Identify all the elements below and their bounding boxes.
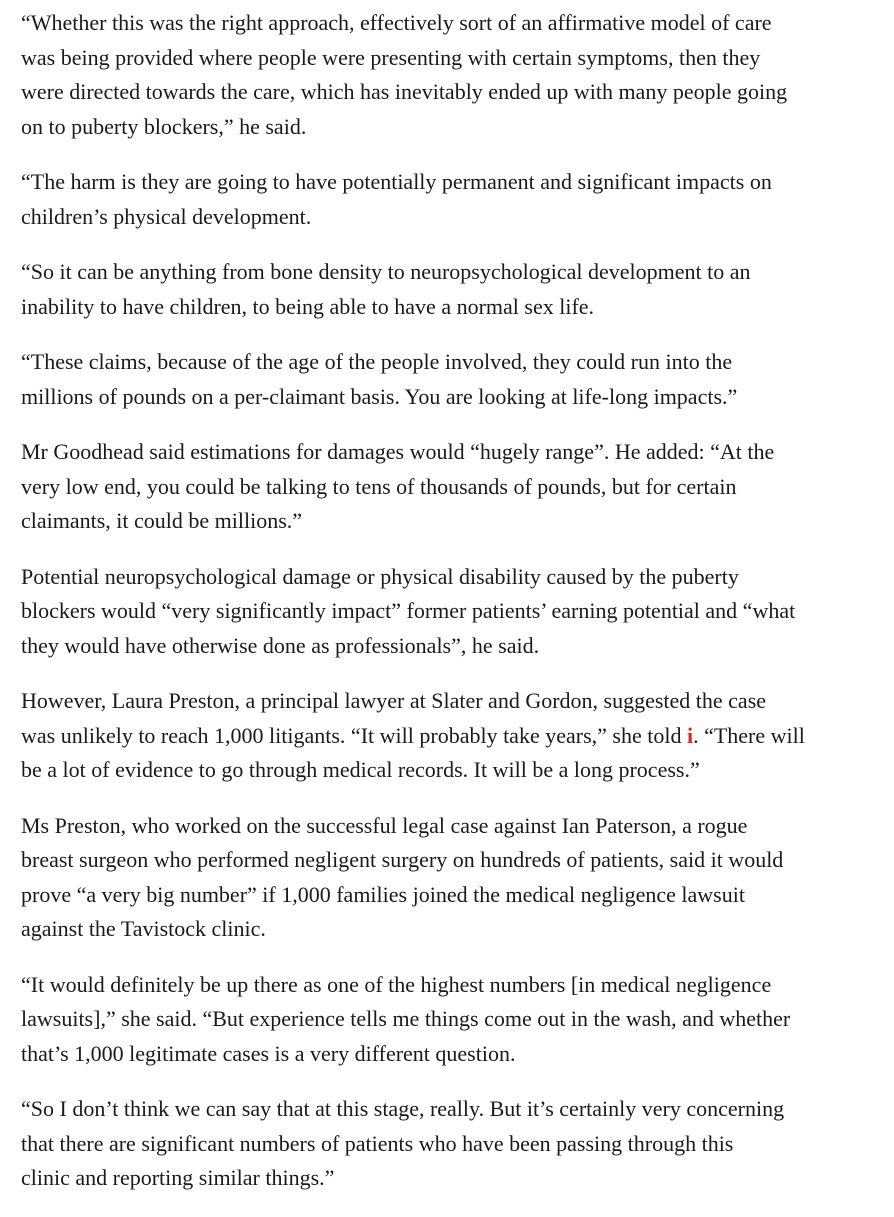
article-paragraph: “So it can be anything from bone density to neuropsychological development to an inability to have children, to being able to have a normal sex life.	[21, 259, 751, 319]
article-body	[21, 6, 883, 1217]
article-paragraph	[21, 684, 883, 788]
paragraph-text: . “There will be a lot of evidence to go through medical records. It will be a long process.”	[21, 722, 805, 782]
publication-logo-link[interactable]: i	[686, 722, 694, 748]
paragraph-text: However, Laura Preston, a principal lawyer at Slater and Gordon, suggested the case was unlikely to reach 1,000 litigants. “It will probably take years,” she told	[21, 688, 767, 748]
article-paragraph: “The harm is they are going to have potentially permanent and significant impacts on children’s physical development.	[21, 169, 772, 229]
article-paragraph: Potential neuropsychological damage or physical disability caused by the puberty blockers would “very significantly impact” former patients’ earning potential and “what they would have otherwise done as professionals”, he said.	[21, 563, 796, 658]
article-paragraph: “It would definitely be up there as one of the highest numbers [in medical negligence lawsuits],” she said. “But experience tells me things come out in the wash, and whether that’s 1,000 legitimate cases is a very different question.	[21, 971, 791, 1066]
article-paragraph: Mr Goodhead said estimations for damages would “hugely range”. He added: “At the very low end, you could be talking to tens of thousands of pounds, but for certain claimants, it could be millions.”	[21, 439, 775, 533]
article-paragraph: “These claims, because of the age of the people involved, they could run into the millions of pounds on a per-claimant basis. You are looking at life-long impacts.”	[21, 349, 738, 409]
article-paragraph: “So I don’t think we can say that at this stage, really. But it’s certainly very concerning that there are significant numbers of patients who have been passing through this clinic and reporting similar things.”	[21, 1096, 785, 1190]
article-paragraph: Ms Preston, who worked on the successful legal case against Ian Paterson, a rogue breast surgeon who performed negligent surgery on hundreds of patients, said it would prove “a very big number” if 1,000 families joined the medical negligence lawsuit against the Tavistock clinic.	[21, 812, 784, 941]
article-paragraph: “Whether this was the right approach, effectively sort of an affirmative model of care was being provided where people were presenting with certain symptoms, then they were directed towards the care, which has inevitably ended up with many people going on to puberty blockers,” he said.	[21, 10, 788, 139]
